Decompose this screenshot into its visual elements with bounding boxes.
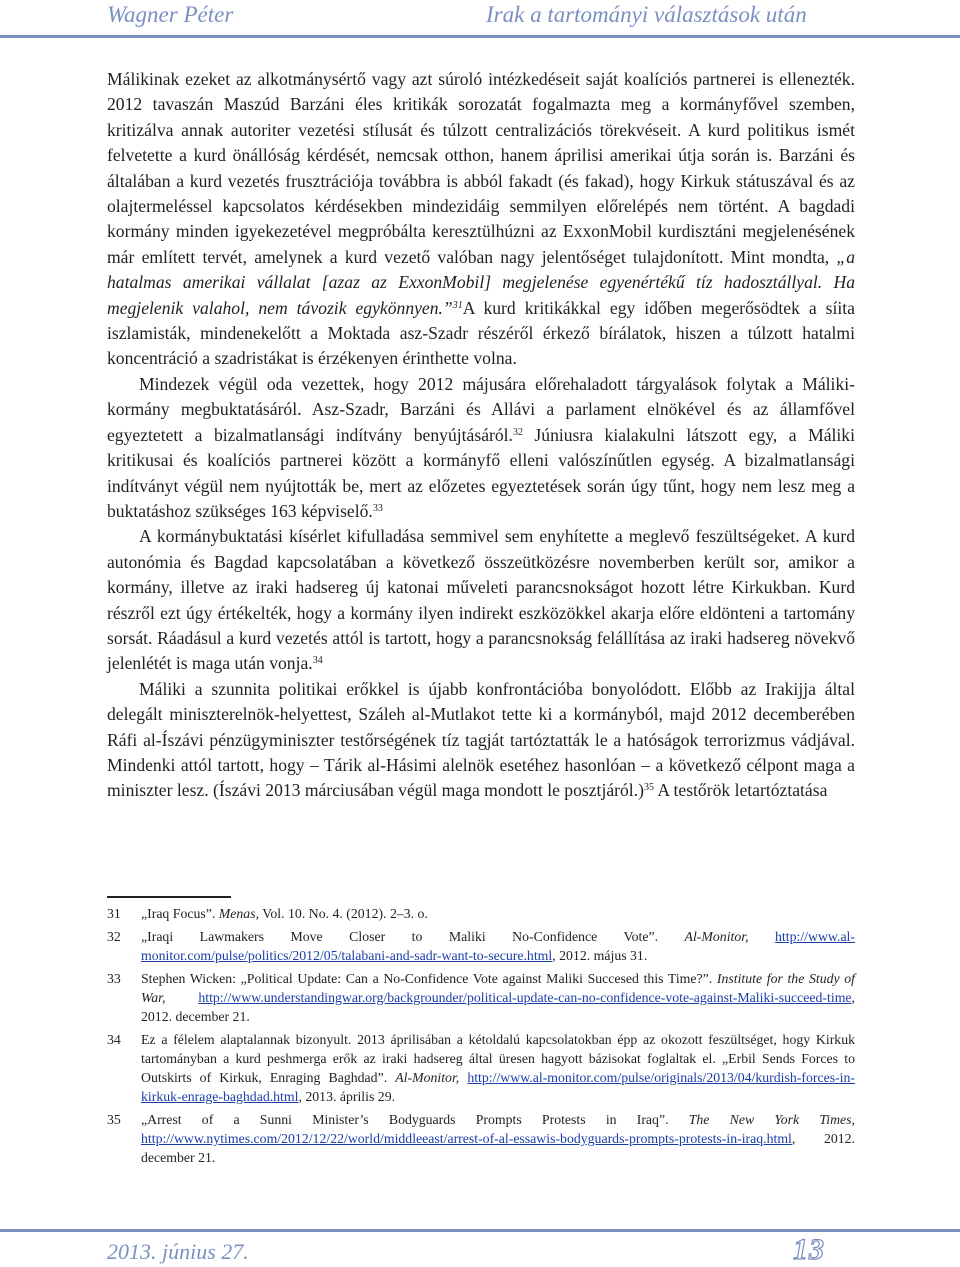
footnote-ref[interactable]: 31: [452, 299, 463, 311]
reference-link[interactable]: http://www.understandingwar.org/backgrounder/political-update-can-no-confidence-vote-against-Maliki-succeed-time: [198, 990, 852, 1005]
footnote: [107, 1110, 855, 1167]
text-run: Mindezek végül oda vezettek, hogy 2012 májusára előrehaladott tárgyalások folytak a Máliki-kormány megbuktatásáról. Asz-Szadr, Barzáni és Allávi a parlament elnökével és az államfővel egyeztetett a bizalmatlansági indítvány benyújtásáról.: [107, 373, 855, 445]
footnotes: [107, 904, 855, 1171]
footer-date: 2013. június 27.: [107, 1239, 249, 1264]
italic-text: Menas,: [218, 906, 260, 921]
text-run: , 2013. április 29.: [298, 1089, 396, 1104]
page-number: 13: [793, 1233, 825, 1266]
header-title: Irak a tartományi választások után: [486, 2, 807, 27]
text-run: , 2012. december 21.: [141, 1131, 855, 1165]
footer-rule: [0, 1229, 960, 1232]
text-run: , 2012. május 31.: [552, 948, 648, 963]
text-run: Ez a félelem alaptalannak bizonyult. 2013 áprilisában a kétoldalú kapcsolatokban épp az okozott feszültséget, hogy Kirkuk tartományban a kurd peshmerga erők az iraki hadsereg által üresen hagyott bázisokat foglaltak el. „Erbil Sends Forces to Outskirts of Kirkuk, Enraging Baghdad”.: [141, 1032, 855, 1085]
page-footer: [0, 1229, 960, 1267]
text-run: A testőrök letartóztatása: [653, 780, 828, 801]
footnote: [107, 969, 855, 1026]
footnote-ref[interactable]: 35: [643, 782, 654, 794]
text-run: A kurd kritikákkal egy időben megerősödtek a síita iszlamisták, mindenekelőtt a Moktada asz-Szadr részéről érkező bírálatok, hiszen a túlzott hatalmi koncentráció a szadristákat is érzékenyen érinthette volna.: [107, 297, 855, 369]
italic-text: The New York Times,: [688, 1112, 855, 1127]
italic-text: „a hatalmas amerikai vállalat [azaz az ExxonMobil] megjelenése egyenértékű tíz hadosztállyal. Ha megjelenik valahol, nem távozik egykönnyen.”: [107, 246, 855, 318]
text-run: Málikinak ezeket az alkotmánysértő vagy azt súroló intézkedéseit saját koalíciós partnerei is ellenezték. 2012 tavaszán Maszúd Barzáni éles kritikák sorozatát fogalmazta meg a kormányfővel szemben, kritizálva annak autoriter vezetési stílusát és túlzott centralizációs törekvéseit. A kurd politikus ismét felvetette a kurd önállóság kérdését, nemcsak otthon, hanem áprilisi amerikai útja során is. Barzáni és általában a kurd vezetés frusztrációja továbbra is abból fakadt (és fakad), hogy Kirkuk státuszával és az olajtermeléssel kapcsolatos kérdésekben mindezidáig semmilyen előrelépés nem történt. A bagdadi kormány minden igyekezetével megpróbálta keresztülhúzni az ExxonMobil kurdisztáni megjelenésének már említett tervét, amelynek a kurd vezető valóban nagy jelentőséget tulajdonított. Mint mondta,: [107, 69, 855, 267]
italic-text: Institute for the Study of War,: [141, 971, 855, 1005]
paragraph: [107, 524, 855, 676]
reference-link[interactable]: http://www.al-monitor.com/pulse/politics/2012/05/talabani-and-sadr-want-to-secure.html: [141, 929, 855, 963]
footnote-ref[interactable]: 34: [312, 655, 323, 667]
footnote: [107, 904, 855, 923]
italic-text: Al-Monitor,: [395, 1070, 460, 1085]
text-run: [749, 929, 775, 944]
text-run: „Arrest of a Sunni Minister’s Bodyguards Prompts Protests in Iraq”.: [141, 1112, 689, 1127]
text-run: Vol. 10. No. 4. (2012). 2–3. o.: [259, 906, 428, 921]
text-run: , 2012. december 21.: [141, 990, 855, 1024]
header-author: Wagner Péter: [107, 2, 234, 27]
text-run: „Iraqi Lawmakers Move Closer to Maliki No-Confidence Vote”.: [141, 929, 685, 944]
footnote: [107, 1030, 855, 1106]
footnote: [107, 927, 855, 965]
running-header: [0, 0, 960, 38]
text-run: Máliki a szunnita politikai erőkkel is újabb konfrontációba bonyolódott. Előbb az Irakijja által delegált miniszterelnök-helyettest, Száleh al-Mutlakot tette ki a kormányból, majd 2012 decemberében Ráfi al-Íszávi pénzügyminiszter testőrségének tíz tagját tartóztatták le a hatóságok terrorizmus vádjával. Mindenki attól tartott, hogy – Tárik al-Hásimi alelnök esetéhez hasonlóan – a következő célpont maga a miniszter lesz. (Íszávi 2013 márciusában végül maga mondott le posztjáról.): [107, 678, 855, 801]
text-run: [165, 990, 198, 1005]
footnote-number: 33: [107, 971, 121, 986]
footnote-number: 31: [107, 906, 121, 921]
text-run: Stephen Wicken: „Political Update: Can a No-Confidence Vote against Maliki Succesed this Time?”.: [141, 971, 717, 986]
reference-link[interactable]: http://www.nytimes.com/2012/12/22/world/middleeast/arrest-of-al-essawis-bodyguards-prompts-protests-in-iraq.html: [141, 1131, 792, 1146]
article-body: [107, 67, 855, 804]
reference-link[interactable]: http://www.al-monitor.com/pulse/originals/2013/04/kurdish-forces-in-kirkuk-enrage-baghdad.html: [141, 1070, 855, 1104]
paragraph: [107, 67, 855, 372]
footnote-number: 32: [107, 929, 121, 944]
footnote-ref[interactable]: 32: [512, 426, 523, 438]
footnote-number: 34: [107, 1032, 121, 1047]
footnote-ref[interactable]: 33: [372, 502, 383, 514]
paragraph: [107, 372, 855, 524]
footnote-separator: [107, 896, 231, 898]
text-run: Júniusra kialakulni látszott egy, a Máliki kritikusai és koalíciós partnerei között a kormányfő elleni valószínűtlen egység. A bizalmatlansági indítványt végül nem nyújtották be, mert az előzetes egyeztetések során úgy tűnt, hogy nem lesz meg a buktatáshoz szükséges 163 képviselő.: [107, 424, 855, 521]
text-run: A kormánybuktatási kísérlet kifulladása semmivel sem enyhítette a meglevő feszültségeket. A kurd autonómia és Bagdad kapcsolatában a következő összeütközésre novemberben került sor, amikor a kormány, illetve az iraki hadsereg új katonai műveleti parancsnokságot hozott létre Kirkukban. Kurd részről ezt úgy értékelték, hogy a kormány ilyen indirekt eszközökkel akarja előre eldönteni a tartomány sorsát. Ráadásul a kurd vezetés attól is tartott, hogy a parancsnokság felállítása az iraki hadsereg növekvő jelenlétét is maga után vonja.: [107, 526, 855, 674]
paragraph: [107, 677, 855, 804]
header-rule: [0, 35, 960, 38]
text-run: „Iraq Focus”.: [141, 906, 219, 921]
italic-text: Al-Monitor,: [684, 929, 749, 944]
footnote-number: 35: [107, 1112, 121, 1127]
